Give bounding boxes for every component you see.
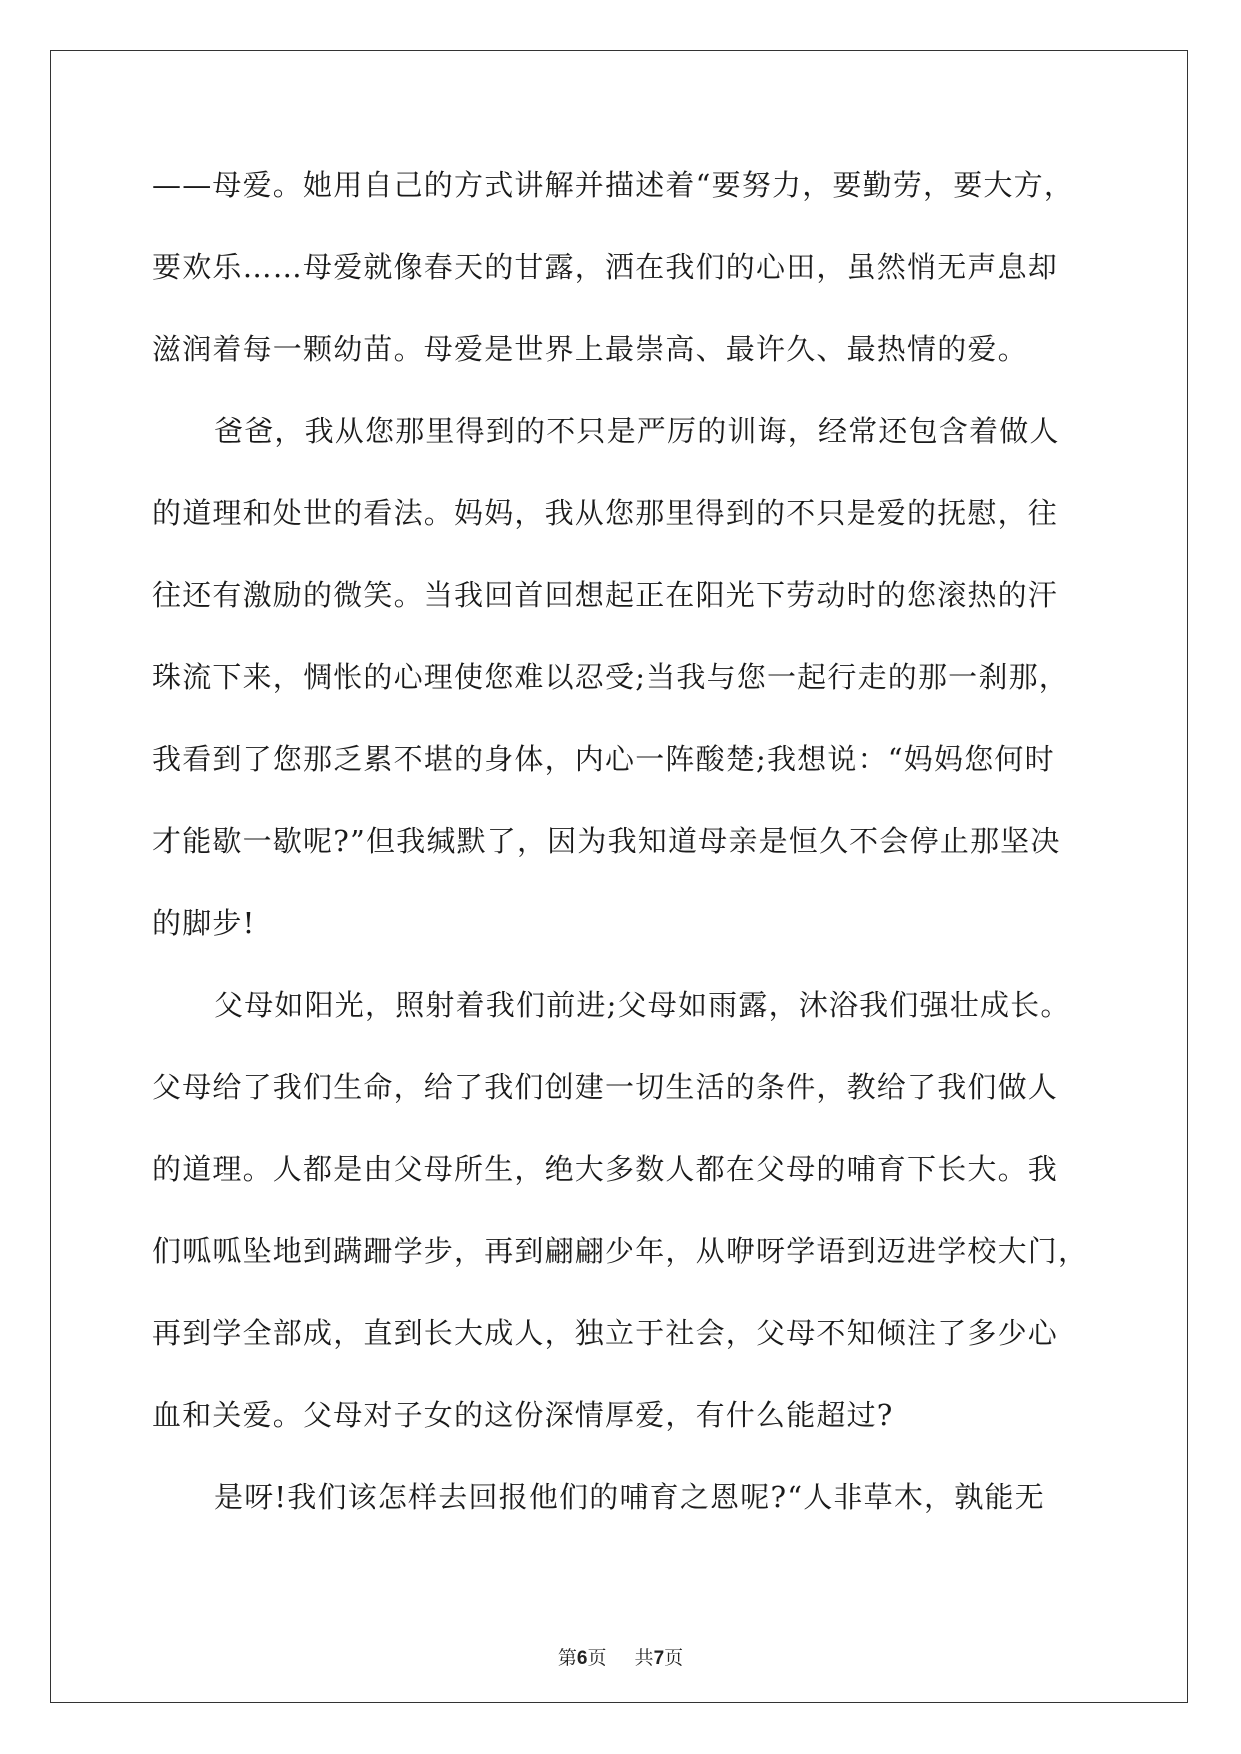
page-footer [0,1643,1241,1670]
text-line: 才能歇一歇呢?”但我缄默了，因为我知道母亲是恒久不会停止那坚决 [152,824,1061,858]
text-line: 们呱呱坠地到蹒跚学步，再到翩翩少年，从咿呀学语到迈进学校大门， [152,1234,1089,1268]
text-line: 父母如阳光，照射着我们前进;父母如雨露，沐浴我们强壮成长。 [214,988,1071,1022]
text-line: 再到学全部成，直到长大成人，独立于社会，父母不知倾注了多少心 [152,1316,1059,1350]
text-line: 的道理和处世的看法。妈妈，我从您那里得到的不只是爱的抚慰，往 [152,496,1059,530]
document-body [152,158,1092,1552]
text-line: 的道理。人都是由父母所生，绝大多数人都在父母的哺育下长大。我 [152,1152,1059,1186]
page-number-label [558,1647,613,1669]
text-line: 血和关爱。父母对子女的这份深情厚爱，有什么能超过? [152,1398,894,1432]
total-prefix: 共 [634,1647,654,1669]
total-page-number: 7 [653,1648,665,1669]
text-line: ——母爱。她用自己的方式讲解并描述着“要努力，要勤劳，要大方， [152,168,1075,202]
text-line: 珠流下来，惆怅的心理使您难以忍受;当我与您一起行走的那一刹那， [152,660,1069,694]
page-suffix: 页 [587,1647,607,1669]
text-line: 父母给了我们生命，给了我们创建一切生活的条件，教给了我们做人 [152,1070,1059,1104]
text-line: 爸爸，我从您那里得到的不只是严厉的训诲，经常还包含着做人 [214,414,1060,448]
total-suffix: 页 [664,1647,684,1669]
text-line: 的脚步! [152,906,256,940]
text-line: 是呀!我们该怎样去回报他们的哺育之恩呢?“人非草木，孰能无 [214,1480,1045,1514]
text-line: 往还有激励的微笑。当我回首回想起正在阳光下劳动时的您滚热的汗 [152,578,1059,612]
text-line: 要欢乐……母爱就像春天的甘露，洒在我们的心田，虽然悄无声息却 [152,250,1059,284]
total-pages-label [635,1647,684,1669]
text-line: 我看到了您那乏累不堪的身体，内心一阵酸楚;我想说：“妈妈您何时 [152,742,1055,776]
page-prefix: 第 [557,1647,577,1669]
text-line: 滋润着每一颗幼苗。母爱是世界上最崇高、最许久、最热情的爱。 [152,332,1028,366]
current-page-number: 6 [576,1648,588,1669]
